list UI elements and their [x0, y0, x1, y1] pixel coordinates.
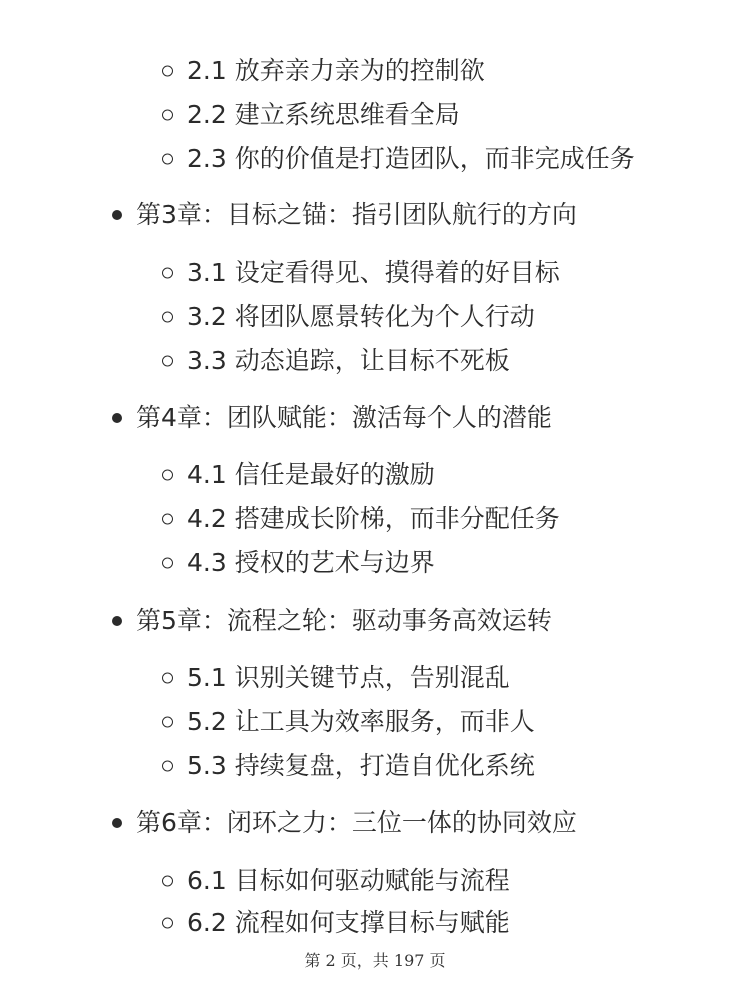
dot-bullet-icon — [112, 210, 122, 220]
toc-chapter-4 — [112, 398, 552, 438]
dot-bullet-icon — [112, 616, 122, 626]
toc-section-4-3 — [162, 543, 435, 583]
toc-chapter-6 — [112, 803, 577, 843]
ring-bullet-icon — [162, 356, 173, 367]
toc-section-6-2 — [162, 903, 510, 943]
toc-section-5-2 — [162, 702, 535, 742]
toc-section-label: 4.1 信任是最好的激励 — [187, 460, 435, 489]
dot-bullet-icon — [112, 413, 122, 423]
dot-bullet-icon — [112, 818, 122, 828]
ring-bullet-icon — [162, 66, 173, 77]
toc-section-2-2 — [162, 95, 460, 135]
ring-bullet-icon — [162, 717, 173, 728]
toc-chapter-5 — [112, 601, 552, 641]
toc-section-label: 6.1 目标如何驱动赋能与流程 — [187, 866, 510, 895]
toc-section-2-1 — [162, 51, 485, 91]
ring-bullet-icon — [162, 876, 173, 887]
toc-chapter-label: 第5章：流程之轮：驱动事务高效运转 — [136, 606, 552, 635]
ring-bullet-icon — [162, 918, 173, 929]
toc-chapter-label: 第6章：闭环之力：三位一体的协同效应 — [136, 808, 577, 837]
ring-bullet-icon — [162, 673, 173, 684]
toc-section-label: 2.2 建立系统思维看全局 — [187, 100, 460, 129]
toc-section-label: 4.3 授权的艺术与边界 — [187, 548, 435, 577]
toc-section-label: 3.1 设定看得见、摸得着的好目标 — [187, 258, 560, 287]
toc-section-4-2 — [162, 499, 560, 539]
toc-section-3-1 — [162, 253, 560, 293]
page-number-footer: 第 2 页，共 197 页 — [304, 951, 446, 970]
toc-section-3-3 — [162, 341, 510, 381]
toc-section-label: 3.2 将团队愿景转化为个人行动 — [187, 302, 535, 331]
toc-section-6-1 — [162, 861, 510, 901]
toc-section-label: 2.1 放弃亲力亲为的控制欲 — [187, 56, 485, 85]
ring-bullet-icon — [162, 470, 173, 481]
toc-section-label: 4.2 搭建成长阶梯，而非分配任务 — [187, 504, 560, 533]
toc-chapter-3 — [112, 195, 577, 235]
toc-section-5-1 — [162, 658, 510, 698]
toc-section-label: 5.1 识别关键节点，告别混乱 — [187, 663, 510, 692]
toc-section-label: 5.3 持续复盘，打造自优化系统 — [187, 751, 535, 780]
toc-section-3-2 — [162, 297, 535, 337]
ring-bullet-icon — [162, 268, 173, 279]
toc-chapter-label: 第3章：目标之锚：指引团队航行的方向 — [136, 200, 577, 229]
toc-section-2-3 — [162, 139, 635, 179]
toc-section-label: 2.3 你的价值是打造团队，而非完成任务 — [187, 144, 635, 173]
toc-section-5-3 — [162, 746, 535, 786]
toc-chapter-label: 第4章：团队赋能：激活每个人的潜能 — [136, 403, 552, 432]
ring-bullet-icon — [162, 154, 173, 165]
toc-section-label: 5.2 让工具为效率服务，而非人 — [187, 707, 535, 736]
ring-bullet-icon — [162, 761, 173, 772]
ring-bullet-icon — [162, 514, 173, 525]
toc-section-label: 3.3 动态追踪，让目标不死板 — [187, 346, 510, 375]
ring-bullet-icon — [162, 558, 173, 569]
toc-section-4-1 — [162, 455, 435, 495]
ring-bullet-icon — [162, 312, 173, 323]
toc-section-label: 6.2 流程如何支撑目标与赋能 — [187, 908, 510, 937]
ring-bullet-icon — [162, 110, 173, 121]
